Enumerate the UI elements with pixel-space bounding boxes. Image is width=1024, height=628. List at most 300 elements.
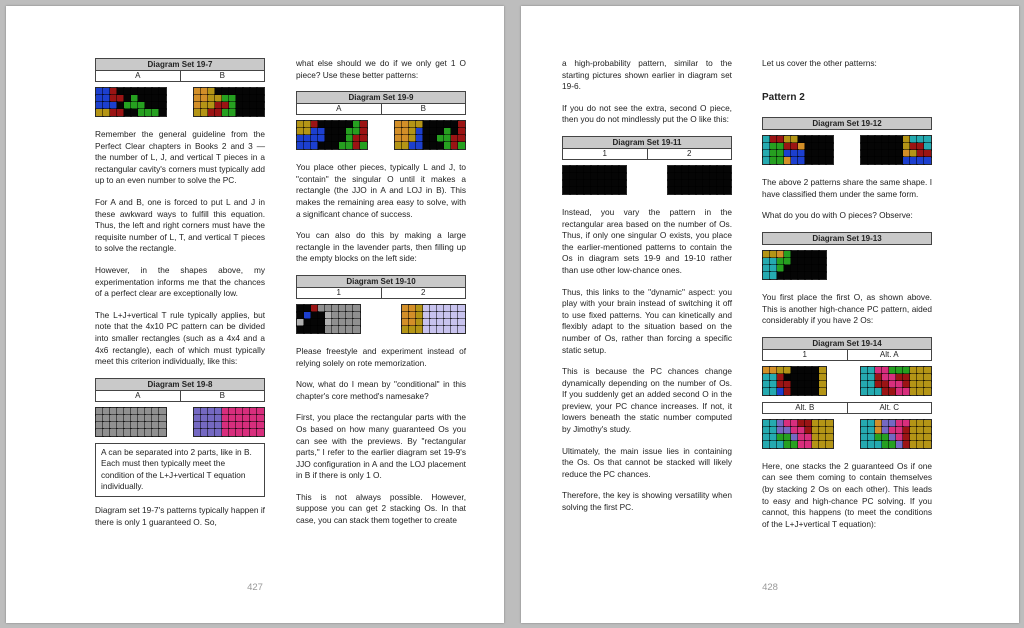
board-cell [612,187,619,194]
board-cell [812,434,819,441]
board-cell [777,381,784,388]
board-cell [910,388,917,395]
board-cell [458,135,465,142]
label-alt-b: Alt. B [795,402,815,412]
board-cell [763,434,770,441]
board-cell [250,95,257,102]
board-cell [194,95,201,102]
board-cell [159,109,166,116]
board-cell [784,272,791,279]
board-cell [805,157,812,164]
board-cell [250,88,257,95]
board-cell [826,143,833,150]
board-cell [798,143,805,150]
board-cell [353,128,360,135]
board-cell [257,408,264,415]
board-cell [346,305,353,312]
board-cell [201,422,208,429]
board-cell [770,441,777,448]
board-cell [791,143,798,150]
board-cell [570,180,577,187]
board-cell [696,187,703,194]
board-cell [763,150,770,157]
board-cell [784,157,791,164]
tetris-board [762,419,834,449]
board-cell [325,319,332,326]
board-cell [311,312,318,319]
board-cell [868,388,875,395]
board-cell [724,187,731,194]
board-cell [917,434,924,441]
board-cell [570,173,577,180]
board-cell [896,136,903,143]
board-cell [798,367,805,374]
board-cell [819,388,826,395]
board-cell [430,142,437,149]
board-cell [131,88,138,95]
board-cell [770,143,777,150]
board-cell [250,408,257,415]
board-cell [159,415,166,422]
left-page-column-2 [296,58,466,537]
paragraph: Instead, you vary the pattern in the rectangular area based on the number of Os. Thus, if only one singular O exists, you place the earlier-mentioned patterns to contain the Os in diagram sets 19-9 and 19-10 rather than use other low-chance ones. [562,206,732,275]
board-cell [819,374,826,381]
board-cell [784,367,791,374]
board-cell [924,367,931,374]
board-cell [812,143,819,150]
board-cell [924,420,931,427]
board-cell [325,326,332,333]
board-cell [110,415,117,422]
paragraph: First, you place the rectangular parts with the Os based on how many guaranteed Os you can see with the previews. By "rectangular parts," I refer to the earlier diagram set 19-9's JJO configuration in A and the LOJ placement in B if there is only 1 O. [296,412,466,481]
board-cell [402,121,409,128]
board-cell [201,415,208,422]
board-cell [222,415,229,422]
board-cell [236,408,243,415]
board-cell [311,326,318,333]
board-cell [325,135,332,142]
board-cell [861,157,868,164]
board-cell [598,187,605,194]
board-cell [875,157,882,164]
board-cell [889,136,896,143]
board-cell [584,187,591,194]
board-cell [152,88,159,95]
board-cell [889,381,896,388]
board-cell [346,128,353,135]
diagram-boards [762,419,932,449]
board-cell [318,142,325,149]
board-cell [311,305,318,312]
label-a: A [135,71,141,80]
board-cell [103,415,110,422]
tetris-board [394,120,466,150]
board-cell [798,265,805,272]
board-cell [903,374,910,381]
board-cell [861,427,868,434]
board-cell [332,319,339,326]
board-cell [619,187,626,194]
board-cell [402,128,409,135]
board-cell [430,319,437,326]
board-cell [668,180,675,187]
board-cell [339,135,346,142]
tetris-board [296,304,361,334]
board-cell [777,434,784,441]
board-cell [236,102,243,109]
board-cell [208,109,215,116]
board-cell [668,166,675,173]
paragraph: The L+J+vertical T rule typically applies, but note that the 4x10 PC pattern can be divided into smaller rectangles (such as a 4x4 and a 4x6 rectangle), each of which must typically meet this criterion individually, like this: [95,309,265,367]
tetris-board [860,419,932,449]
board-cell [117,88,124,95]
board-cell [339,121,346,128]
board-cell [668,173,675,180]
label-a: A [135,390,141,400]
board-cell [910,381,917,388]
paragraph: Therefore, the key is showing versatility when solving the first PC. [562,490,732,513]
board-cell [784,388,791,395]
paragraph: However, in the shapes above, my experimentation informs me that the chances of a perfect clear are exceptionally low. [95,264,265,299]
board-cell [215,415,222,422]
diagram-labels [95,71,265,82]
board-cell [812,388,819,395]
board-cell [770,251,777,258]
board-cell [910,427,917,434]
board-cell [103,102,110,109]
board-cell [770,258,777,265]
board-cell [222,102,229,109]
board-cell [805,251,812,258]
board-cell [152,408,159,415]
board-cell [791,381,798,388]
board-cell [584,173,591,180]
board-cell [882,143,889,150]
board-cell [208,408,215,415]
board-cell [882,441,889,448]
board-cell [124,102,131,109]
right-page [521,6,1019,623]
board-cell [346,121,353,128]
board-cell [591,180,598,187]
board-cell [896,150,903,157]
board-cell [770,381,777,388]
board-cell [360,142,367,149]
board-cell [812,272,819,279]
board-cell [784,374,791,381]
board-cell [868,441,875,448]
board-cell [710,187,717,194]
board-cell [124,88,131,95]
board-cell [458,326,465,333]
board-cell [868,143,875,150]
board-cell [339,142,346,149]
board-cell [201,429,208,436]
board-cell [402,319,409,326]
board-cell [243,88,250,95]
paragraph: Diagram set 19-7's patterns typically happen if there is only 1 guaranteed O. So, [95,505,265,527]
board-cell [791,441,798,448]
board-cell [311,135,318,142]
board-cell [770,367,777,374]
board-cell [346,319,353,326]
diagram-boards [296,304,466,334]
board-cell [96,422,103,429]
board-cell [145,415,152,422]
board-cell [882,434,889,441]
board-cell [353,142,360,149]
board-cell [304,121,311,128]
board-cell [763,251,770,258]
board-cell [882,150,889,157]
board-cell [791,258,798,265]
board-cell [868,374,875,381]
board-cell [798,258,805,265]
board-cell [402,135,409,142]
board-cell [409,319,416,326]
board-cell [360,128,367,135]
board-cell [159,88,166,95]
board-cell [791,157,798,164]
board-cell [159,102,166,109]
board-cell [882,388,889,395]
board-cell [124,429,131,436]
board-cell [584,180,591,187]
board-cell [451,326,458,333]
label-b: B [381,104,466,114]
board-cell [910,367,917,374]
board-cell [798,434,805,441]
board-cell [138,102,145,109]
board-cell [805,150,812,157]
board-cell [682,173,689,180]
board-cell [117,95,124,102]
board-cell [770,136,777,143]
board-cell [208,95,215,102]
board-cell [784,258,791,265]
board-cell [437,135,444,142]
board-cell [423,142,430,149]
paragraph: What do you do with O pieces? Observe: [762,210,913,221]
diagram-labels [296,288,466,299]
board-cell [318,312,325,319]
board-cell [819,143,826,150]
board-cell [819,434,826,441]
board-cell [777,150,784,157]
board-cell [791,150,798,157]
board-cell [819,157,826,164]
board-cell [777,367,784,374]
board-cell [798,150,805,157]
board-cell [318,319,325,326]
board-cell [145,429,152,436]
paragraph: Here, one stacks the 2 guaranteed Os if one can see them coming to contain themselves (by stacking 2 Os on each other). This leads to easy and high-chance PC solving. If you cannot, this happens (to meet the conditions of the L+J+vertical T equation): [762,460,932,529]
board-cell [304,326,311,333]
board-cell [451,121,458,128]
board-cell [416,305,423,312]
board-cell [710,173,717,180]
board-cell [458,121,465,128]
board-cell [924,143,931,150]
board-cell [798,441,805,448]
board-cell [131,415,138,422]
board-cell [318,135,325,142]
board-cell [110,429,117,436]
board-cell [889,441,896,448]
board-cell [784,150,791,157]
board-cell [612,180,619,187]
board-cell [784,434,791,441]
board-cell [339,128,346,135]
board-cell [208,415,215,422]
board-cell [236,429,243,436]
board-cell [896,420,903,427]
board-cell [229,102,236,109]
board-cell [311,142,318,149]
right-page-column-2 [762,58,932,540]
diagram-title: Diagram Set 19-12 [762,117,932,130]
board-cell [689,180,696,187]
board-cell [159,95,166,102]
board-cell [819,381,826,388]
board-cell [868,367,875,374]
board-cell [819,265,826,272]
board-cell [215,429,222,436]
paragraph: Let us cover the other patterns: [762,58,877,68]
board-cell [798,381,805,388]
board-cell [159,422,166,429]
board-cell [257,95,264,102]
board-cell [763,381,770,388]
board-cell [563,166,570,173]
board-cell [131,102,138,109]
board-cell [896,427,903,434]
board-cell [724,166,731,173]
board-cell [868,157,875,164]
board-cell [903,434,910,441]
board-cell [353,326,360,333]
paragraph: You place other pieces, typically L and J, to "contain" the singular O until it makes a rectangle (the JJO in A and LOJ in B). This makes the remaining area easy to solve, with a significant chance of success. [296,162,466,219]
board-cell [395,121,402,128]
board-cell [236,109,243,116]
board-cell [117,109,124,116]
board-cell [458,128,465,135]
board-cell [103,95,110,102]
board-cell [812,136,819,143]
board-cell [124,109,131,116]
board-cell [201,88,208,95]
board-cell [297,312,304,319]
board-cell [882,381,889,388]
board-cell [131,429,138,436]
board-cell [784,427,791,434]
board-cell [236,422,243,429]
board-cell [605,173,612,180]
board-cell [325,305,332,312]
board-cell [675,187,682,194]
board-cell [110,109,117,116]
board-cell [924,427,931,434]
board-cell [430,128,437,135]
board-cell [861,381,868,388]
board-cell [763,388,770,395]
diagram-boards [95,87,265,117]
board-cell [875,420,882,427]
board-cell [563,187,570,194]
board-cell [598,166,605,173]
board-cell [577,166,584,173]
board-cell [304,312,311,319]
board-cell [110,422,117,429]
board-cell [451,142,458,149]
board-cell [861,136,868,143]
board-cell [861,150,868,157]
board-cell [917,367,924,374]
board-cell [297,135,304,142]
board-cell [96,102,103,109]
tetris-board [193,87,265,117]
board-cell [612,166,619,173]
board-cell [131,95,138,102]
board-cell [791,388,798,395]
board-cell [784,381,791,388]
board-cell [812,157,819,164]
board-cell [437,305,444,312]
board-cell [861,441,868,448]
board-cell [458,319,465,326]
board-cell [360,121,367,128]
board-cell [215,102,222,109]
board-cell [353,135,360,142]
board-cell [763,272,770,279]
board-cell [395,128,402,135]
board-cell [826,157,833,164]
board-cell [194,415,201,422]
diagram-boards [762,250,932,280]
board-cell [819,367,826,374]
board-cell [243,408,250,415]
board-cell [805,136,812,143]
board-cell [917,136,924,143]
board-cell [889,427,896,434]
board-cell [117,102,124,109]
board-cell [791,420,798,427]
board-cell [763,143,770,150]
board-cell [763,136,770,143]
board-cell [159,429,166,436]
board-cell [703,166,710,173]
board-cell [696,173,703,180]
board-cell [353,305,360,312]
board-cell [777,427,784,434]
board-cell [812,265,819,272]
board-cell [584,166,591,173]
board-cell [96,429,103,436]
board-cell [924,381,931,388]
board-cell [868,150,875,157]
board-cell [332,121,339,128]
board-cell [332,312,339,319]
left-page-column-1 [95,58,265,538]
board-cell [812,441,819,448]
board-cell [619,180,626,187]
board-cell [868,381,875,388]
board-cell [598,173,605,180]
diagram-labels [296,104,466,115]
board-cell [215,95,222,102]
board-cell [675,180,682,187]
board-cell [194,422,201,429]
